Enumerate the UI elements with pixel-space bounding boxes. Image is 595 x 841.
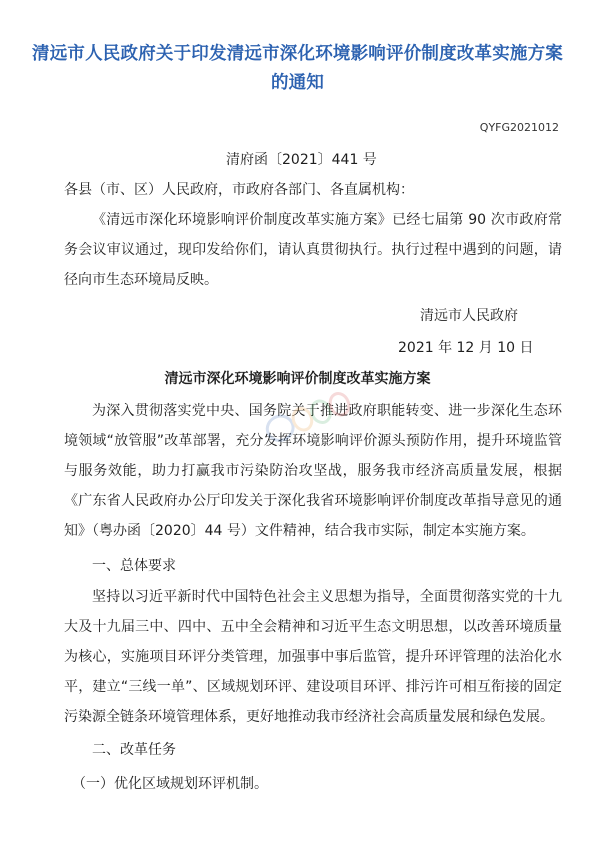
document-title: 清远市人民政府关于印发清远市深化环境影响评价制度改革实施方案的通知 <box>32 44 563 93</box>
section-2-heading: 二、改革任务 <box>92 742 176 758</box>
section-1-heading: 一、总体要求 <box>92 558 176 574</box>
plan-title: 清远市深化环境影响评价制度改革实施方案 <box>164 371 431 387</box>
section-1-body: 坚持以习近平新时代中国特色社会主义思想为指导，全面贯彻落实党的十九大及十九届三中、四中、五中全会精神和习近平生态文明思想，以改善环境质量为核心，实施项目环评分类管理，加强事中事后监管，提升环评管理的法治化水平，建立“三线一单”、区域规划环评、建设项目环评、排污许可相互衔接的固定污染源全链条环境管理体系，更好地推动我市经济社会高质量发展和绿色发展。 <box>64 589 562 725</box>
issue-date: 2021 年 12 月 10 日 <box>398 340 534 356</box>
notice-body: 《清远市深化环境影响评价制度改革实施方案》已经七届第 90 次市政府常务会议审议通过，现印发给你们，请认真贯彻执行。执行过程中遇到的问题，请径向市生态环境局反映。 <box>64 212 562 288</box>
issuer-name: 清远市人民政府 <box>420 308 518 324</box>
document-code: QYFG2021012 <box>479 121 559 134</box>
file-number: 清府函〔2021〕441 号 <box>226 152 377 168</box>
plan-intro: 为深入贯彻落实党中央、国务院关于推进政府职能转变、进一步深化生态环境领域“放管服”改革部署，充分发挥环境影响评价源头预防作用，提升环境监管与服务效能，助力打赢我市污染防治攻坚战，服务我市经济高质量发展，根据《广东省人民政府办公厅印发关于深化我省环境影响评价制度改革指导意见的通知》（粤办函〔2020〕44 号）文件精神，结合我市实际，制定本实施方案。 <box>64 403 562 539</box>
subsection-1-heading: （一）优化区域规划环评机制。 <box>72 776 268 792</box>
recipients-line: 各县（市、区）人民政府，市政府各部门、各直属机构： <box>64 182 414 198</box>
